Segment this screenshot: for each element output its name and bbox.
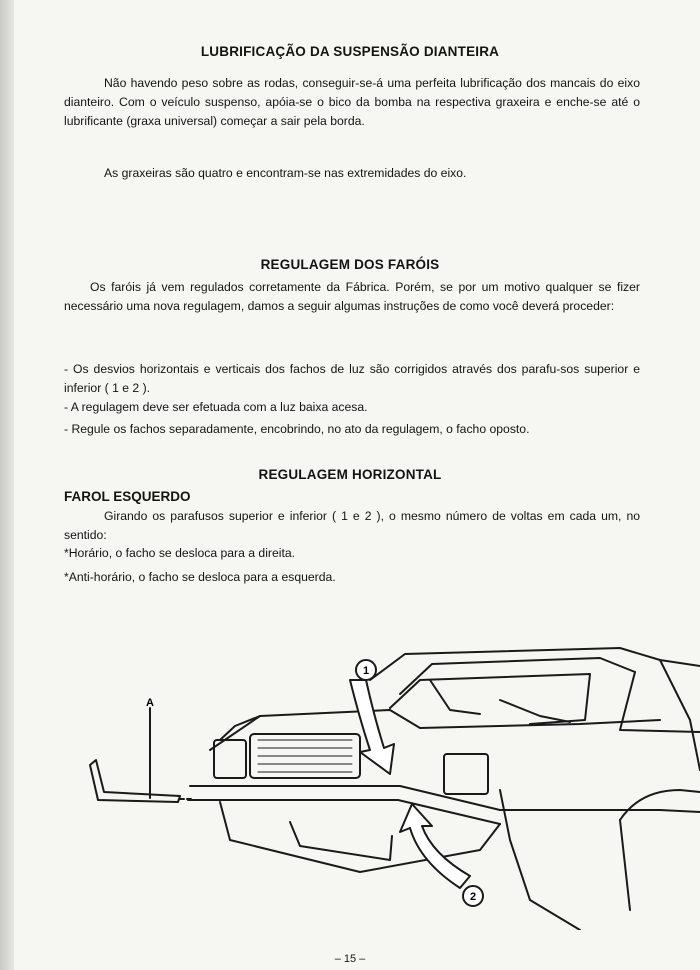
lubrication-note-text: As graxeiras são quatro e encontram-se nas extremidades do eixo. (104, 166, 467, 180)
marker-post (90, 760, 180, 802)
left-headlight (214, 740, 246, 778)
callout-1-label: 1 (362, 665, 370, 677)
callout-2 (463, 886, 483, 906)
lubrication-note (64, 164, 640, 183)
headlights-title: REGULAGEM DOS FARÓIS (260, 257, 440, 272)
clockwise-item: *Horário, o facho se desloca para a direita. (64, 546, 296, 560)
page-number: – 15 – (334, 953, 366, 965)
headlights-bullet-1: - Os desvios horizontais e verticais dos fachos de luz são corrigidos através dos parafu-sos superior e inferior ( 1 e 2 ). (64, 362, 640, 395)
lubrication-title: LUBRIFICAÇÃO DA SUSPENSÃO DIANTEIRA (200, 44, 500, 59)
label-a: A (146, 697, 154, 709)
horizontal-title: REGULAGEM HORIZONTAL (258, 467, 442, 482)
right-headlight (444, 754, 488, 794)
arrow-lower-screw (400, 804, 470, 888)
page-binding-edge (0, 0, 14, 970)
headlights-bullet-3: - Regule os fachos separadamente, encobrindo, no ato da regulagem, o facho oposto. (64, 422, 530, 436)
horizontal-paragraph-text: Girando os parafusos superior e inferior ( 1 e 2 ), o mesmo número de voltas em cada um, no sentido: (64, 509, 640, 542)
headlights-paragraph (64, 278, 640, 316)
left-headlight-subtitle: FAROL ESQUERDO (64, 489, 191, 504)
lubrication-paragraph-text: Não havendo peso sobre as rodas, conseguir-se-á uma perfeita lubrificação dos mancais do eixo dianteiro. Com o veículo suspenso, apóia-se o bico da bomba na respectiva graxeira e enche-se até o lubrificante (graxa universal) começar a sair pela borda. (64, 76, 640, 128)
horizontal-paragraph (64, 507, 640, 545)
counterclockwise-item: *Anti-horário, o facho se desloca para a esquerda. (64, 570, 336, 584)
headlights-bullet-2: - A regulagem deve ser efetuada com a luz baixa acesa. (64, 400, 368, 414)
lubrication-paragraph (64, 74, 640, 131)
callout-2-label: 2 (469, 891, 477, 903)
headlights-paragraph-text: Os faróis já vem regulados corretamente da Fábrica. Porém, se por um motivo qualquer se fizer necessário uma nova regulagem, damos a seguir algumas instruções de como você deverá proceder: (64, 280, 640, 313)
arrow-upper-screw (350, 680, 394, 774)
callout-1 (356, 660, 376, 680)
car-headlight-figure (60, 640, 700, 930)
